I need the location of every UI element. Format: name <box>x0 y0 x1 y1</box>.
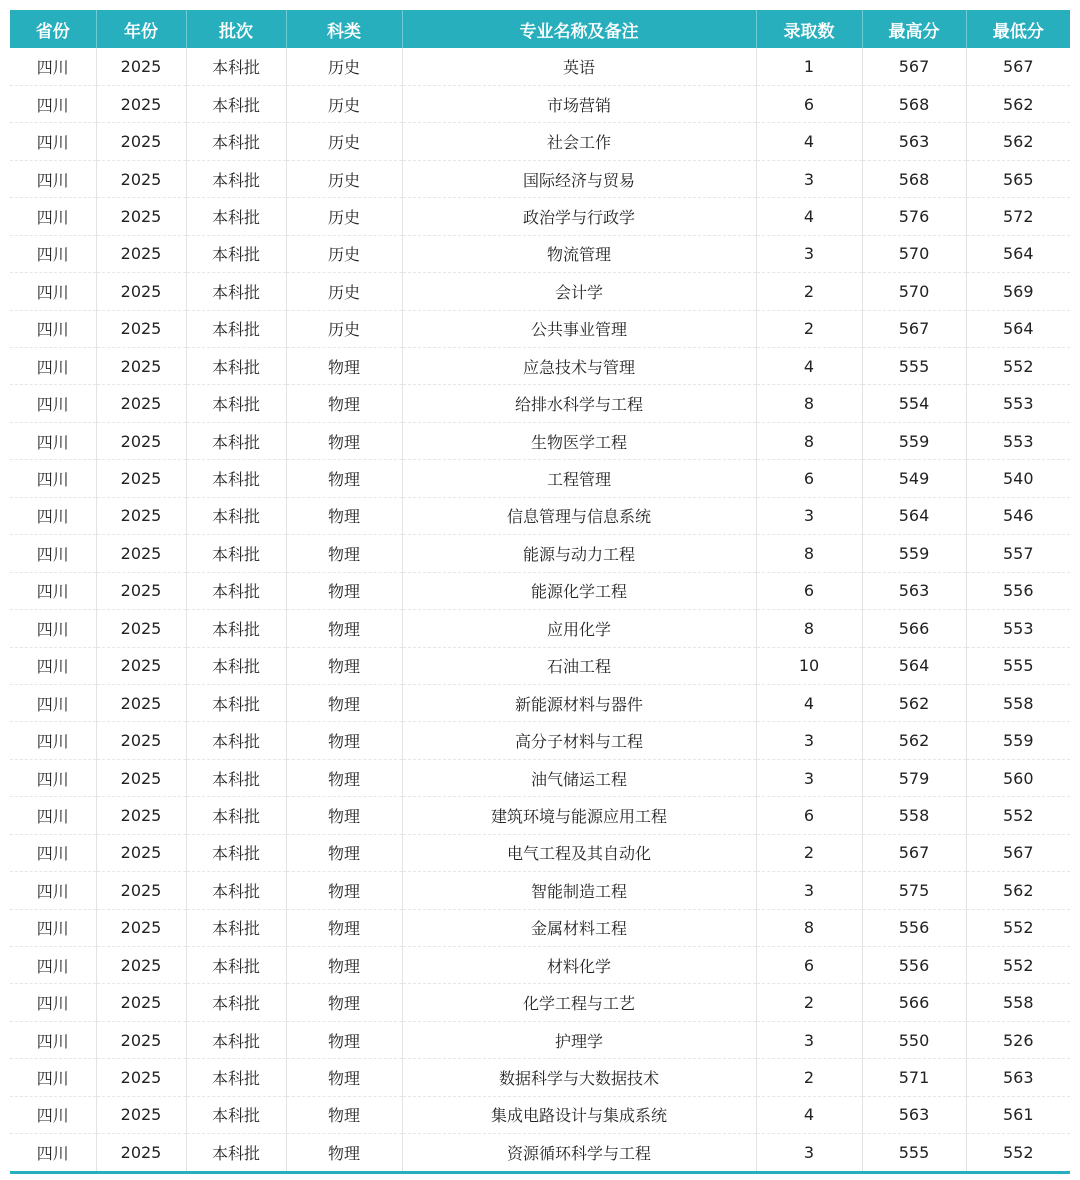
cell-major: 新能源材料与器件 <box>402 684 756 721</box>
table-row <box>10 198 1070 235</box>
cell-batch: 本科批 <box>186 385 286 422</box>
table-body <box>10 48 1070 1171</box>
cell-province: 四川 <box>10 759 96 796</box>
cell-province: 四川 <box>10 385 96 422</box>
cell-subject: 物理 <box>286 797 402 834</box>
cell-min-score: 555 <box>966 647 1070 684</box>
cell-major: 会计学 <box>402 273 756 310</box>
cell-province: 四川 <box>10 160 96 197</box>
cell-major: 石油工程 <box>402 647 756 684</box>
cell-admitted: 2 <box>756 273 862 310</box>
header-admitted: 录取数 <box>756 10 862 48</box>
cell-province: 四川 <box>10 198 96 235</box>
cell-subject: 历史 <box>286 235 402 272</box>
cell-min-score: 526 <box>966 1021 1070 1058</box>
cell-province: 四川 <box>10 872 96 909</box>
cell-max-score: 575 <box>862 872 966 909</box>
header-province: 省份 <box>10 10 96 48</box>
header-year: 年份 <box>96 10 186 48</box>
cell-year: 2025 <box>96 198 186 235</box>
cell-subject: 历史 <box>286 198 402 235</box>
table-row <box>10 610 1070 647</box>
cell-min-score: 561 <box>966 1096 1070 1133</box>
cell-batch: 本科批 <box>186 1021 286 1058</box>
cell-batch: 本科批 <box>186 872 286 909</box>
cell-year: 2025 <box>96 759 186 796</box>
table-row <box>10 160 1070 197</box>
cell-year: 2025 <box>96 1021 186 1058</box>
cell-min-score: 567 <box>966 834 1070 871</box>
cell-province: 四川 <box>10 572 96 609</box>
cell-subject: 物理 <box>286 947 402 984</box>
cell-max-score: 559 <box>862 535 966 572</box>
cell-max-score: 562 <box>862 684 966 721</box>
cell-major: 金属材料工程 <box>402 909 756 946</box>
cell-year: 2025 <box>96 123 186 160</box>
cell-batch: 本科批 <box>186 1134 286 1171</box>
cell-subject: 物理 <box>286 348 402 385</box>
cell-year: 2025 <box>96 1134 186 1171</box>
table-row <box>10 759 1070 796</box>
cell-subject: 物理 <box>286 909 402 946</box>
cell-major: 电气工程及其自动化 <box>402 834 756 871</box>
cell-max-score: 554 <box>862 385 966 422</box>
cell-min-score: 553 <box>966 422 1070 459</box>
cell-subject: 物理 <box>286 759 402 796</box>
cell-min-score: 552 <box>966 797 1070 834</box>
table-row <box>10 684 1070 721</box>
cell-admitted: 3 <box>756 235 862 272</box>
cell-batch: 本科批 <box>186 684 286 721</box>
cell-major: 国际经济与贸易 <box>402 160 756 197</box>
cell-min-score: 564 <box>966 235 1070 272</box>
cell-min-score: 567 <box>966 48 1070 85</box>
cell-min-score: 572 <box>966 198 1070 235</box>
cell-year: 2025 <box>96 684 186 721</box>
cell-min-score: 557 <box>966 535 1070 572</box>
cell-max-score: 568 <box>862 85 966 122</box>
table-row <box>10 385 1070 422</box>
cell-subject: 物理 <box>286 684 402 721</box>
admission-table <box>10 10 1070 1171</box>
cell-major: 应用化学 <box>402 610 756 647</box>
cell-major: 高分子材料与工程 <box>402 722 756 759</box>
cell-admitted: 4 <box>756 198 862 235</box>
admission-table-container <box>10 10 1070 1174</box>
cell-year: 2025 <box>96 385 186 422</box>
cell-province: 四川 <box>10 947 96 984</box>
cell-major: 资源循环科学与工程 <box>402 1134 756 1171</box>
cell-year: 2025 <box>96 909 186 946</box>
cell-province: 四川 <box>10 610 96 647</box>
cell-major: 社会工作 <box>402 123 756 160</box>
cell-subject: 物理 <box>286 497 402 534</box>
cell-batch: 本科批 <box>186 273 286 310</box>
table-row <box>10 797 1070 834</box>
cell-major: 智能制造工程 <box>402 872 756 909</box>
cell-max-score: 563 <box>862 1096 966 1133</box>
cell-year: 2025 <box>96 422 186 459</box>
cell-province: 四川 <box>10 348 96 385</box>
cell-province: 四川 <box>10 497 96 534</box>
table-row <box>10 48 1070 85</box>
cell-admitted: 4 <box>756 123 862 160</box>
cell-province: 四川 <box>10 460 96 497</box>
cell-admitted: 2 <box>756 984 862 1021</box>
cell-admitted: 3 <box>756 497 862 534</box>
cell-year: 2025 <box>96 497 186 534</box>
cell-min-score: 560 <box>966 759 1070 796</box>
cell-subject: 物理 <box>286 385 402 422</box>
cell-max-score: 550 <box>862 1021 966 1058</box>
cell-province: 四川 <box>10 85 96 122</box>
cell-year: 2025 <box>96 834 186 871</box>
cell-admitted: 3 <box>756 1021 862 1058</box>
header-batch: 批次 <box>186 10 286 48</box>
cell-major: 集成电路设计与集成系统 <box>402 1096 756 1133</box>
table-row <box>10 722 1070 759</box>
cell-min-score: 569 <box>966 273 1070 310</box>
table-row <box>10 497 1070 534</box>
cell-min-score: 564 <box>966 310 1070 347</box>
cell-subject: 物理 <box>286 834 402 871</box>
table-row <box>10 909 1070 946</box>
cell-admitted: 3 <box>756 160 862 197</box>
cell-max-score: 571 <box>862 1059 966 1096</box>
cell-admitted: 2 <box>756 1059 862 1096</box>
cell-year: 2025 <box>96 160 186 197</box>
cell-major: 护理学 <box>402 1021 756 1058</box>
cell-subject: 物理 <box>286 535 402 572</box>
cell-province: 四川 <box>10 647 96 684</box>
cell-batch: 本科批 <box>186 909 286 946</box>
cell-max-score: 556 <box>862 909 966 946</box>
table-row <box>10 572 1070 609</box>
table-row <box>10 310 1070 347</box>
cell-subject: 物理 <box>286 460 402 497</box>
cell-max-score: 570 <box>862 235 966 272</box>
cell-subject: 物理 <box>286 1134 402 1171</box>
cell-min-score: 563 <box>966 1059 1070 1096</box>
cell-batch: 本科批 <box>186 834 286 871</box>
cell-batch: 本科批 <box>186 610 286 647</box>
cell-batch: 本科批 <box>186 797 286 834</box>
table-row <box>10 947 1070 984</box>
cell-year: 2025 <box>96 797 186 834</box>
cell-max-score: 567 <box>862 310 966 347</box>
cell-subject: 物理 <box>286 610 402 647</box>
cell-admitted: 2 <box>756 834 862 871</box>
cell-admitted: 6 <box>756 460 862 497</box>
cell-batch: 本科批 <box>186 1096 286 1133</box>
cell-batch: 本科批 <box>186 85 286 122</box>
cell-batch: 本科批 <box>186 460 286 497</box>
cell-province: 四川 <box>10 722 96 759</box>
header-max-score: 最高分 <box>862 10 966 48</box>
cell-batch: 本科批 <box>186 572 286 609</box>
cell-min-score: 562 <box>966 872 1070 909</box>
header-major: 专业名称及备注 <box>402 10 756 48</box>
cell-admitted: 4 <box>756 684 862 721</box>
cell-major: 物流管理 <box>402 235 756 272</box>
cell-year: 2025 <box>96 984 186 1021</box>
cell-province: 四川 <box>10 684 96 721</box>
cell-year: 2025 <box>96 947 186 984</box>
table-row <box>10 273 1070 310</box>
cell-subject: 历史 <box>286 123 402 160</box>
cell-province: 四川 <box>10 1059 96 1096</box>
cell-admitted: 8 <box>756 535 862 572</box>
cell-subject: 历史 <box>286 273 402 310</box>
cell-admitted: 6 <box>756 572 862 609</box>
cell-subject: 物理 <box>286 984 402 1021</box>
table-row <box>10 834 1070 871</box>
cell-major: 化学工程与工艺 <box>402 984 756 1021</box>
cell-admitted: 3 <box>756 759 862 796</box>
table-row <box>10 235 1070 272</box>
table-row <box>10 647 1070 684</box>
cell-year: 2025 <box>96 460 186 497</box>
table-row <box>10 1021 1070 1058</box>
cell-batch: 本科批 <box>186 310 286 347</box>
cell-province: 四川 <box>10 273 96 310</box>
cell-max-score: 564 <box>862 497 966 534</box>
cell-major: 公共事业管理 <box>402 310 756 347</box>
cell-max-score: 568 <box>862 160 966 197</box>
cell-min-score: 552 <box>966 348 1070 385</box>
cell-major: 生物医学工程 <box>402 422 756 459</box>
cell-max-score: 563 <box>862 123 966 160</box>
cell-province: 四川 <box>10 235 96 272</box>
cell-subject: 物理 <box>286 1059 402 1096</box>
cell-year: 2025 <box>96 48 186 85</box>
cell-subject: 物理 <box>286 872 402 909</box>
cell-province: 四川 <box>10 984 96 1021</box>
cell-year: 2025 <box>96 235 186 272</box>
cell-batch: 本科批 <box>186 198 286 235</box>
cell-major: 应急技术与管理 <box>402 348 756 385</box>
cell-max-score: 558 <box>862 797 966 834</box>
cell-major: 建筑环境与能源应用工程 <box>402 797 756 834</box>
cell-admitted: 4 <box>756 1096 862 1133</box>
cell-major: 英语 <box>402 48 756 85</box>
cell-min-score: 552 <box>966 947 1070 984</box>
cell-batch: 本科批 <box>186 48 286 85</box>
cell-min-score: 562 <box>966 123 1070 160</box>
cell-batch: 本科批 <box>186 348 286 385</box>
header-row <box>10 10 1070 48</box>
table-row <box>10 422 1070 459</box>
cell-major: 油气储运工程 <box>402 759 756 796</box>
cell-batch: 本科批 <box>186 1059 286 1096</box>
cell-min-score: 552 <box>966 1134 1070 1171</box>
cell-max-score: 559 <box>862 422 966 459</box>
cell-year: 2025 <box>96 85 186 122</box>
cell-admitted: 1 <box>756 48 862 85</box>
cell-admitted: 8 <box>756 385 862 422</box>
cell-year: 2025 <box>96 535 186 572</box>
cell-max-score: 564 <box>862 647 966 684</box>
cell-batch: 本科批 <box>186 947 286 984</box>
table-row <box>10 460 1070 497</box>
table-row <box>10 872 1070 909</box>
cell-admitted: 8 <box>756 909 862 946</box>
cell-province: 四川 <box>10 535 96 572</box>
cell-major: 市场营销 <box>402 85 756 122</box>
cell-year: 2025 <box>96 273 186 310</box>
cell-admitted: 6 <box>756 797 862 834</box>
cell-admitted: 8 <box>756 610 862 647</box>
cell-admitted: 6 <box>756 947 862 984</box>
cell-subject: 物理 <box>286 1096 402 1133</box>
cell-max-score: 566 <box>862 984 966 1021</box>
table-row <box>10 535 1070 572</box>
cell-province: 四川 <box>10 123 96 160</box>
cell-major: 给排水科学与工程 <box>402 385 756 422</box>
cell-admitted: 3 <box>756 872 862 909</box>
cell-year: 2025 <box>96 872 186 909</box>
cell-subject: 历史 <box>286 48 402 85</box>
cell-max-score: 567 <box>862 834 966 871</box>
cell-major: 数据科学与大数据技术 <box>402 1059 756 1096</box>
table-row <box>10 984 1070 1021</box>
cell-batch: 本科批 <box>186 984 286 1021</box>
cell-province: 四川 <box>10 1096 96 1133</box>
cell-major: 材料化学 <box>402 947 756 984</box>
cell-admitted: 4 <box>756 348 862 385</box>
cell-max-score: 576 <box>862 198 966 235</box>
cell-admitted: 6 <box>756 85 862 122</box>
cell-min-score: 540 <box>966 460 1070 497</box>
cell-major: 能源与动力工程 <box>402 535 756 572</box>
cell-admitted: 10 <box>756 647 862 684</box>
cell-max-score: 549 <box>862 460 966 497</box>
cell-batch: 本科批 <box>186 759 286 796</box>
cell-batch: 本科批 <box>186 123 286 160</box>
cell-year: 2025 <box>96 610 186 647</box>
cell-min-score: 558 <box>966 684 1070 721</box>
cell-subject: 物理 <box>286 422 402 459</box>
cell-min-score: 556 <box>966 572 1070 609</box>
cell-major: 能源化学工程 <box>402 572 756 609</box>
cell-batch: 本科批 <box>186 235 286 272</box>
table-row <box>10 1134 1070 1171</box>
cell-major: 信息管理与信息系统 <box>402 497 756 534</box>
cell-min-score: 558 <box>966 984 1070 1021</box>
cell-province: 四川 <box>10 909 96 946</box>
table-header <box>10 10 1070 48</box>
cell-subject: 物理 <box>286 572 402 609</box>
cell-admitted: 3 <box>756 722 862 759</box>
cell-min-score: 553 <box>966 610 1070 647</box>
cell-province: 四川 <box>10 834 96 871</box>
cell-province: 四川 <box>36 1144 69 1164</box>
cell-subject: 物理 <box>286 647 402 684</box>
cell-max-score: 570 <box>862 273 966 310</box>
cell-admitted: 3 <box>756 1134 862 1171</box>
table-row <box>10 85 1070 122</box>
cell-max-score: 555 <box>862 348 966 385</box>
cell-max-score: 567 <box>862 48 966 85</box>
cell-subject: 物理 <box>286 722 402 759</box>
cell-batch: 本科批 <box>186 160 286 197</box>
cell-subject: 历史 <box>286 85 402 122</box>
cell-max-score: 556 <box>862 947 966 984</box>
table-row <box>10 123 1070 160</box>
cell-max-score: 562 <box>862 722 966 759</box>
cell-batch: 本科批 <box>186 497 286 534</box>
cell-year: 2025 <box>96 647 186 684</box>
header-subject: 科类 <box>286 10 402 48</box>
cell-admitted: 8 <box>756 422 862 459</box>
cell-max-score: 555 <box>862 1134 966 1171</box>
cell-batch: 本科批 <box>186 422 286 459</box>
cell-year: 2025 <box>96 1059 186 1096</box>
cell-major: 政治学与行政学 <box>402 198 756 235</box>
cell-province: 四川 <box>10 422 96 459</box>
cell-subject: 历史 <box>286 310 402 347</box>
cell-admitted: 2 <box>756 310 862 347</box>
cell-year: 2025 <box>96 722 186 759</box>
cell-province: 四川 <box>10 310 96 347</box>
cell-max-score: 563 <box>862 572 966 609</box>
table-row <box>10 1059 1070 1096</box>
table-row <box>10 348 1070 385</box>
cell-year: 2025 <box>96 310 186 347</box>
cell-province: 四川 <box>10 1021 96 1058</box>
cell-min-score: 553 <box>966 385 1070 422</box>
cell-batch: 本科批 <box>186 722 286 759</box>
cell-batch: 本科批 <box>186 535 286 572</box>
cell-subject: 历史 <box>286 160 402 197</box>
cell-min-score: 559 <box>966 722 1070 759</box>
cell-max-score: 579 <box>862 759 966 796</box>
cell-batch: 本科批 <box>186 647 286 684</box>
cell-year: 2025 <box>96 1096 186 1133</box>
cell-min-score: 546 <box>966 497 1070 534</box>
cell-min-score: 552 <box>966 909 1070 946</box>
table-bottom-rule <box>10 1171 1070 1174</box>
cell-min-score: 562 <box>966 85 1070 122</box>
cell-subject: 物理 <box>286 1021 402 1058</box>
cell-year: 2025 <box>96 572 186 609</box>
cell-max-score: 566 <box>862 610 966 647</box>
table-row <box>10 1096 1070 1133</box>
cell-province: 四川 <box>10 48 96 85</box>
header-min-score: 最低分 <box>966 10 1070 48</box>
cell-province: 四川 <box>10 797 96 834</box>
cell-min-score: 565 <box>966 160 1070 197</box>
cell-major: 工程管理 <box>402 460 756 497</box>
cell-year: 2025 <box>96 348 186 385</box>
